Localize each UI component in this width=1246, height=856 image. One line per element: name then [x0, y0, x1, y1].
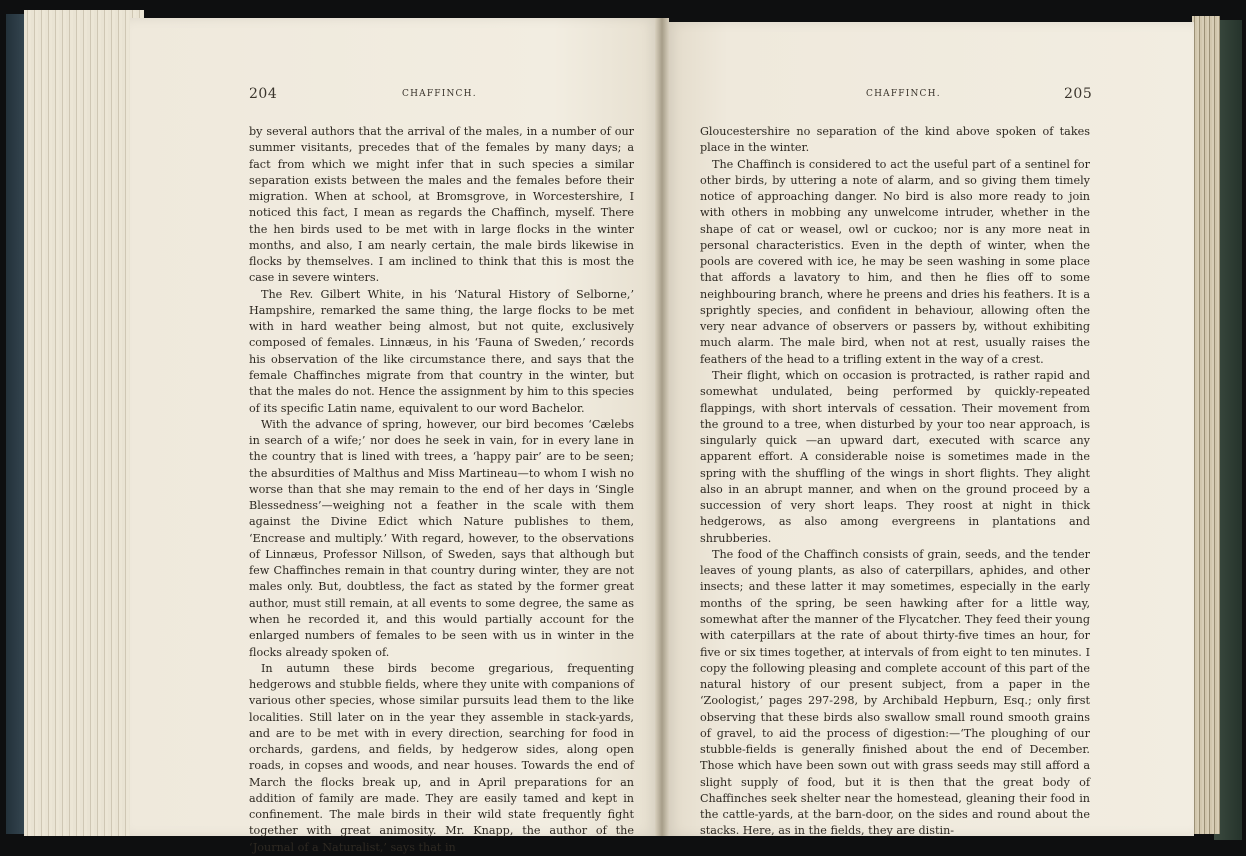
paragraph: Their flight, which on occasion is protracted, is rather rapid and somewhat undulated, being performed by quickly-repeated flappings, with short intervals of cessation. Their movement from the ground to a tree, when disturbed by your too near approach, is singularly quick —an upward dart, executed with scarce any apparent effort. A considerable noise is sometimes made in the spring with the shuffling of the wings in short flights. They alight also in an abrupt manner, and when on the ground proceed by a succession of very short leaps. They roost at night in thick hedgerows, as also among evergreens in plantations and shrubberies.	[700, 368, 1090, 545]
paragraph: The Chaffinch is considered to act the useful part of a sentinel for other birds, by uttering a note of alarm, and so giving them timely notice of approaching danger. No bird is also more ready to join with others in mobbing any unwelcome intruder, whether in the shape of cat or weasel, owl or cuckoo; nor is any more neat in personal characteristics. Even in the depth of winter, when the pools are covered with ice, he may be seen washing in some place that affords a lavatory to him, and then he flies off to some neighbouring branch, where he preens and dries his feathers. It is a sprightly species, and confident in behaviour, allowing often the very near advance of observers or passers by, without exhibiting much alarm. The male bird, when not at rest, usually raises the feathers of the head to a trifling extent in the way of a crest.	[700, 157, 1090, 366]
page-edges-left	[24, 10, 144, 836]
left-page-number: 204	[249, 86, 278, 102]
left-page-text	[249, 124, 634, 856]
right-page-text	[700, 124, 1090, 840]
right-running-head: CHAFFINCH.	[866, 89, 941, 99]
page-edges-right	[1192, 16, 1220, 834]
paragraph: With the advance of spring, however, our bird becomes ‘Cælebs in search of a wife;’ nor does he seek in vain, for in every lane in the country that is lined with trees, a ‘happy pair’ are to be seen; the absurdities of Malthus and Miss Martineau—to whom I wish no worse than that she may remain to the end of her days in ‘Single Blessedness’—weighing not a feather in the scale with them against the Divine Edict which Nature publishes to them, ‘Encrease and multiply.’ With regard, however, to the observations of Linnæus, Professor Nillson, of Sweden, says that although but few Chaffinches remain in that country during winter, they are not males only. But, doubtless, the fact as stated by the former great author, must still remain, at all events to some degree, the same as when he recorded it, and this would partially account for the enlarged numbers of females to be seen with us in winter in the flocks already spoken of.	[249, 417, 634, 659]
book-gutter	[655, 18, 669, 836]
paragraph: by several authors that the arrival of the males, in a number of our summer visitants, precedes that of the females by many days; a fact from which we might infer that in such species a similar separation exists between the males and the females before their migration. When at school, at Bromsgrove, in Worcestershire, I noticed this fact, I mean as regards the Chaffinch, myself. There the hen birds used to be met with in large flocks in the winter months, and also, I am nearly certain, the male birds likewise in flocks by themselves. I am inclined to think that this is most the case in severe winters.	[249, 125, 634, 285]
paragraph: The food of the Chaffinch consists of grain, seeds, and the tender leaves of young plants, as also of caterpillars, aphides, and other insects; and these latter it may sometimes, especially in the early months of the spring, be seen hawking after for a little way, somewhat after the manner of the Flycatcher. They feed their young with caterpillars at the rate of about thirty-five times an hour, for five or six times together, at intervals of from eight to ten minutes. I copy the following pleasing and complete account of this part of the natural history of our present subject, from a paper in the ‘Zoologist,’ pages 297-298, by Archibald Hepburn, Esq.; only first observing that these birds also swallow small round smooth grains of gravel, to aid the process of digestion:—‘The ploughing of our stubble-fields is generally finished about the end of December. Those which have been sown out with grass seeds may still afford a slight supply of food, but it is then that the great body of Chaffinches seek shelter near the homestead, gleaning their food in the cattle-yards, at the barn-door, on the sides and round about the stacks. Here, as in the fields, they are distin-	[700, 547, 1090, 838]
left-running-head: CHAFFINCH.	[402, 89, 477, 99]
paragraph: Gloucestershire no separation of the kind above spoken of takes place in the winter.	[700, 125, 1090, 155]
right-page-number: 205	[1064, 86, 1093, 102]
paragraph: The Rev. Gilbert White, in his ‘Natural History of Selborne,’ Hampshire, remarked the same thing, the large flocks to be met with in hard weather being almost, but not quite, exclusively composed of females. Linnæus, in his ‘Fauna of Sweden,’ records his observation of the like circumstance there, and says that the female Chaffinches migrate from that country in the winter, but that the males do not. Hence the assignment by him to this species of its specific Latin name, equivalent to our word Bachelor.	[249, 287, 634, 415]
paragraph: In autumn these birds become gregarious, frequenting hedgerows and stubble fields, where they unite with companions of various other species, whose similar pursuits lead them to the like localities. Still later on in the year they assemble in stack-yards, and are to be met with in every direction, searching for food in orchards, gardens, and fields, by hedgerow sides, along open roads, in copses and woods, and near houses. Towards the end of March the flocks break up, and in April preparations for an addition of family are made. They are easily tamed and kept in confinement. The male birds in their wild state frequently fight together with great animosity. Mr. Knapp, the author of the ‘Journal of a Naturalist,’ says that in	[249, 661, 634, 854]
